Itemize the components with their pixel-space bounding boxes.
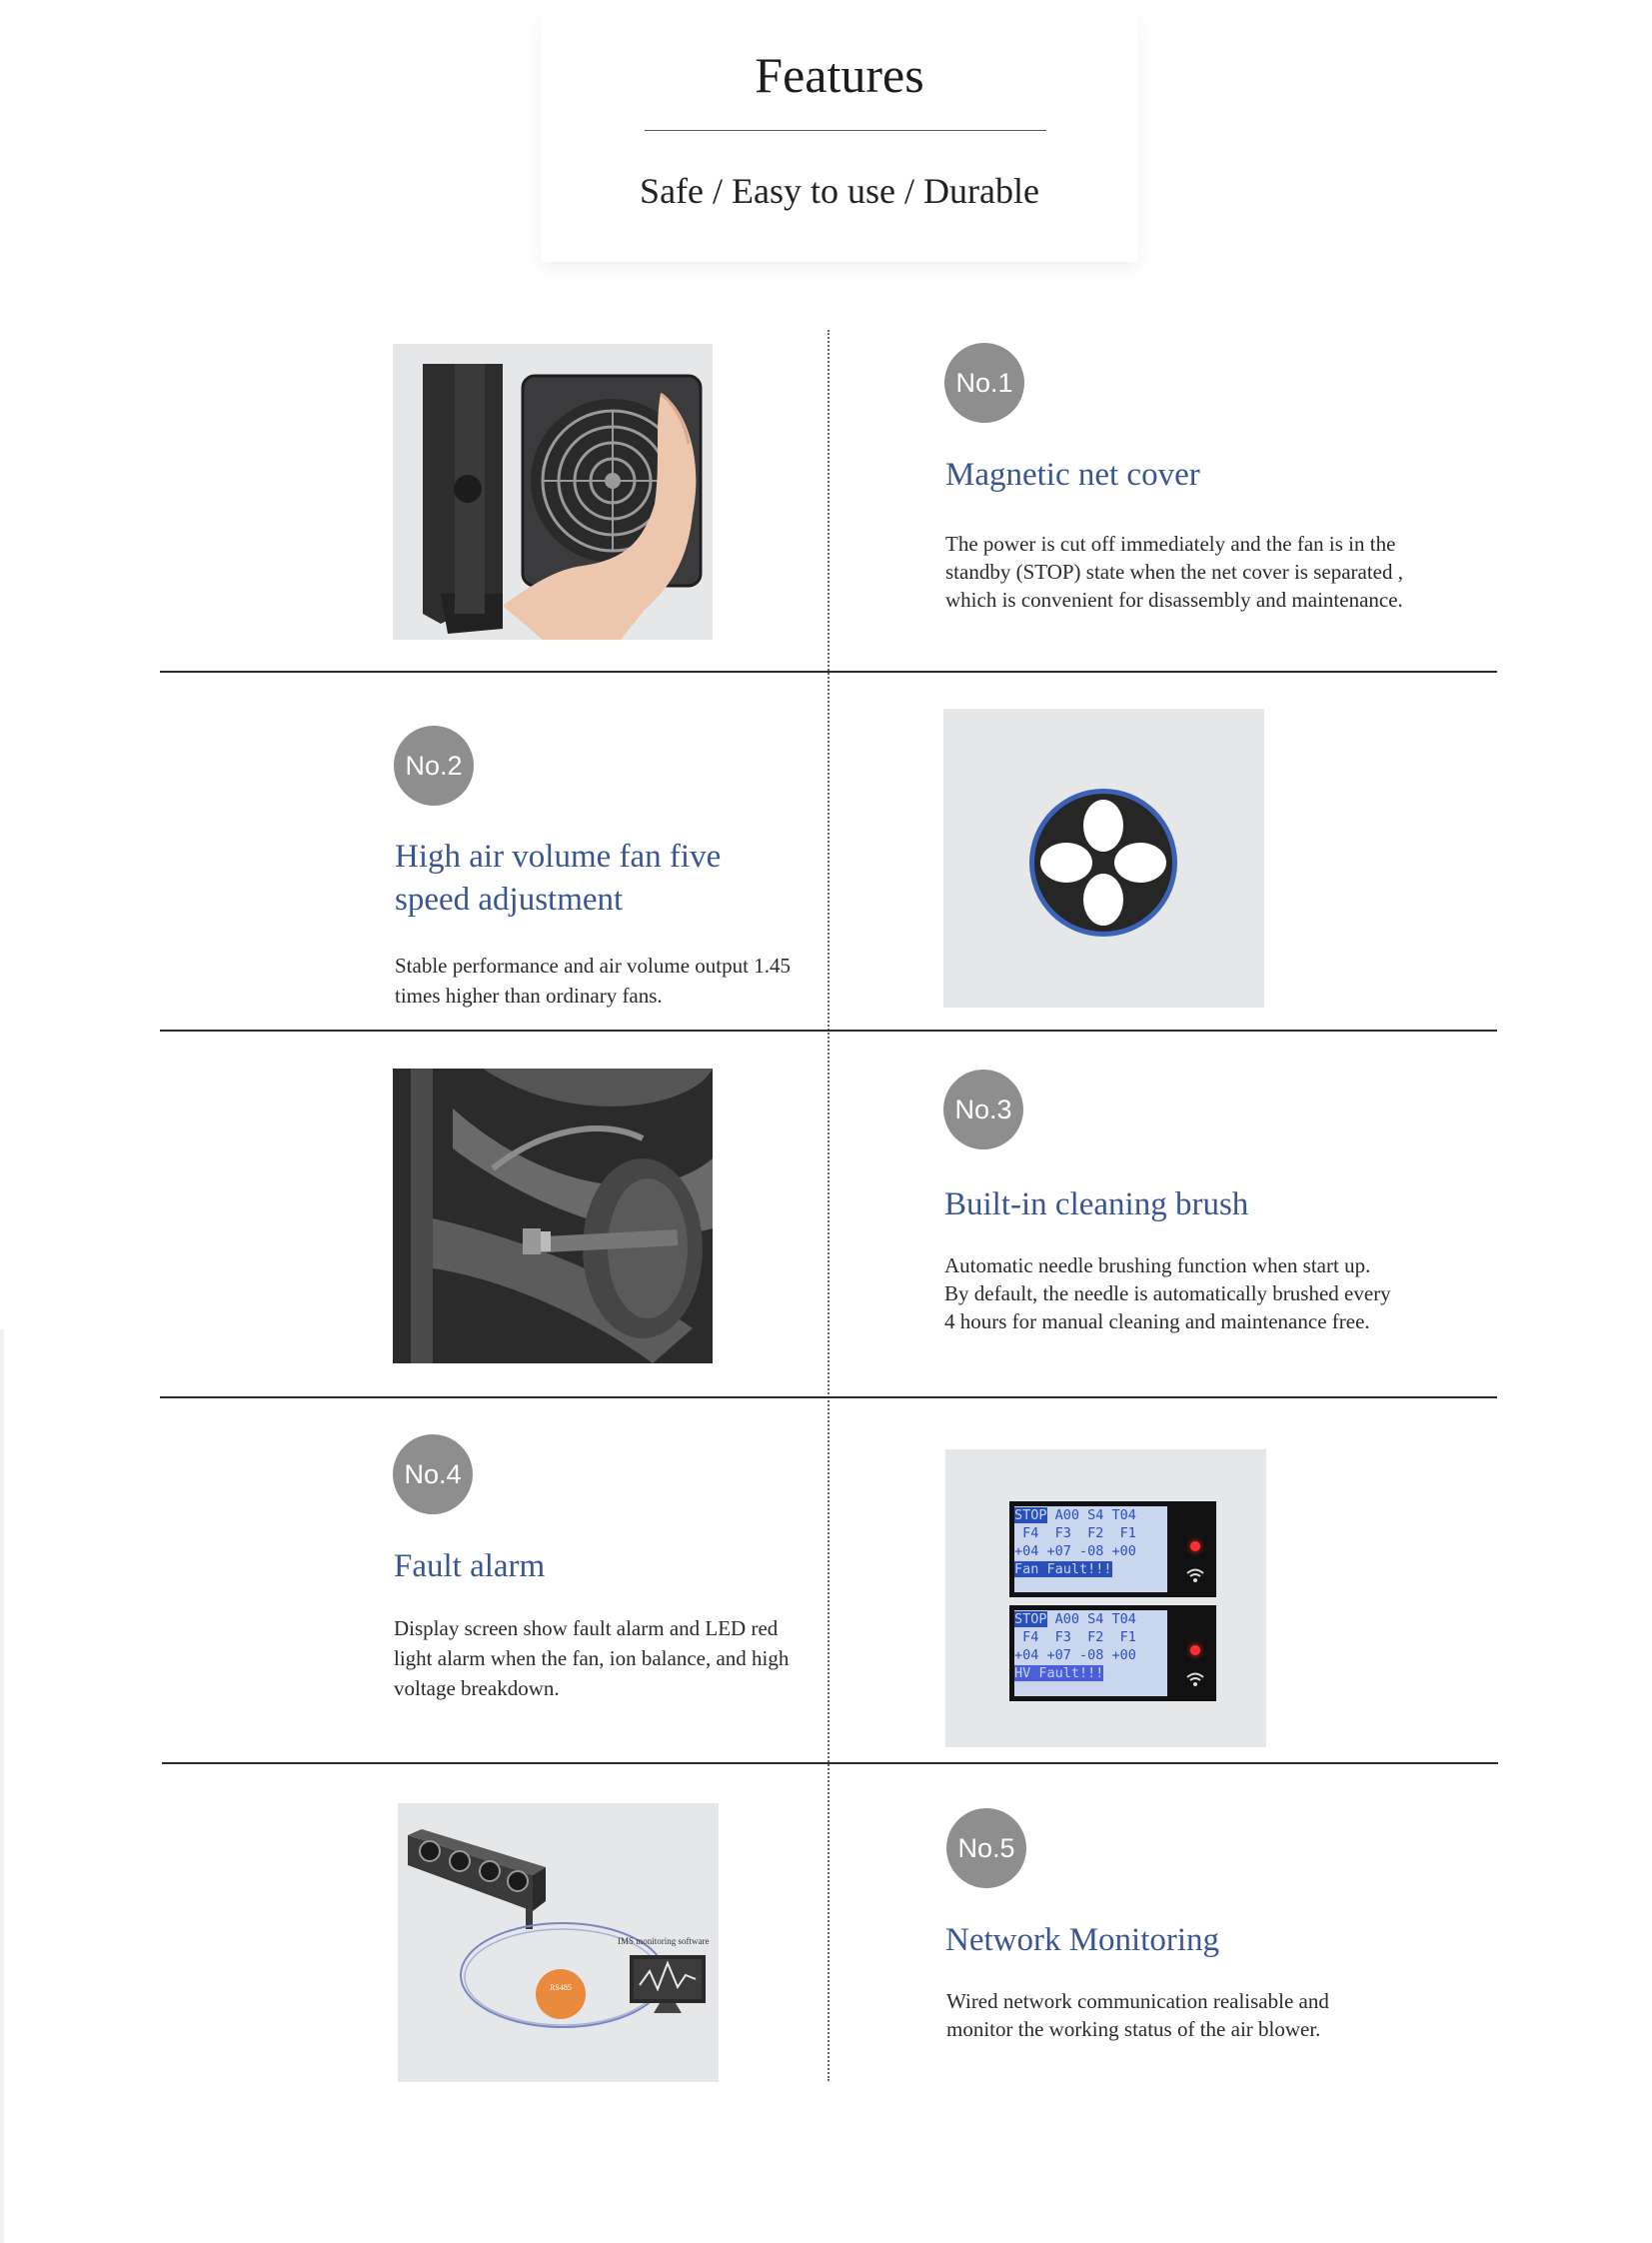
cleaning-brush-image	[393, 1069, 713, 1363]
section-divider	[160, 1030, 1497, 1032]
wifi-icon	[1185, 1671, 1205, 1687]
feature-description-2: Stable performance and air volume output 1.45 times higher than ordinary fans.	[395, 954, 791, 1008]
lcd-panel	[1009, 1605, 1216, 1701]
feature-badge-3: No.3	[943, 1070, 1023, 1149]
lcd-alert: Fan Fault!!!	[1014, 1561, 1112, 1577]
section-divider	[160, 671, 1497, 673]
led-indicator-icon	[1190, 1541, 1200, 1551]
lcd-row: A00 S4 T04	[1054, 1507, 1136, 1523]
lcd-screen	[1014, 1506, 1167, 1592]
lcd-panel	[1009, 1501, 1216, 1597]
section-divider	[162, 1762, 1498, 1764]
lcd-row: +04 +07 -08 +00	[1014, 1647, 1136, 1663]
center-dotted-divider	[827, 330, 829, 2081]
rs485-node	[536, 1969, 586, 2019]
lcd-row: +04 +07 -08 +00	[1014, 1543, 1136, 1559]
feature-title-1: Magnetic net cover	[945, 457, 1200, 493]
feature-badge-1: No.1	[944, 343, 1024, 423]
feature-badge-5: No.5	[946, 1808, 1026, 1888]
monitor-icon	[666, 1965, 667, 1966]
software-label: IMS monitoring software	[618, 1936, 710, 1946]
page-edge-strip	[0, 1329, 4, 2243]
page-subtitle: Safe / Easy to use / Durable	[640, 171, 1039, 211]
lcd-mode: STOP	[1014, 1507, 1047, 1523]
fault-alarm-image	[945, 1449, 1266, 1747]
feature-badge-2: No.2	[394, 726, 474, 806]
page-title: Features	[755, 47, 924, 103]
fan-speed-image	[943, 709, 1264, 1008]
section-divider	[160, 1396, 1497, 1398]
rs485-label: RS485	[550, 1983, 572, 1992]
lcd-screen	[1014, 1610, 1167, 1696]
feature-description-4: Display screen show fault alarm and LED red light alarm when the fan, ion balance, and high voltage breakdown.	[394, 1616, 790, 1700]
wifi-icon	[1185, 1567, 1205, 1583]
magnetic-net-cover-image	[393, 344, 713, 640]
lcd-alert: HV Fault!!!	[1014, 1665, 1104, 1681]
feature-title-4: Fault alarm	[394, 1548, 546, 1584]
lcd-mode: STOP	[1014, 1611, 1047, 1627]
lcd-row: F4 F3 F2 F1	[1014, 1525, 1136, 1541]
feature-description-3: Automatic needle brushing function when start up. By default, the needle is automatically brushed every 4 hours for manual cleaning and maintenance free.	[944, 1253, 1391, 1333]
title-divider	[645, 130, 1046, 131]
feature-description-5: Wired network communication realisable and monitor the working status of the air blower.	[946, 1989, 1329, 2041]
lcd-row: A00 S4 T04	[1054, 1611, 1136, 1627]
feature-title-2: High air volume fan five speed adjustment	[395, 839, 722, 918]
fan-icon	[943, 709, 1264, 1008]
feature-description-1: The power is cut off immediately and the fan is in the standby (STOP) state when the net cover is separated , which is convenient for disassembly and maintenance.	[945, 532, 1403, 612]
network-monitoring-image	[398, 1803, 719, 2082]
feature-title-5: Network Monitoring	[945, 1922, 1220, 1958]
led-indicator-icon	[1190, 1645, 1200, 1655]
feature-title-3: Built-in cleaning brush	[944, 1186, 1249, 1222]
lcd-row: F4 F3 F2 F1	[1014, 1629, 1136, 1645]
feature-badge-4: No.4	[393, 1434, 473, 1514]
